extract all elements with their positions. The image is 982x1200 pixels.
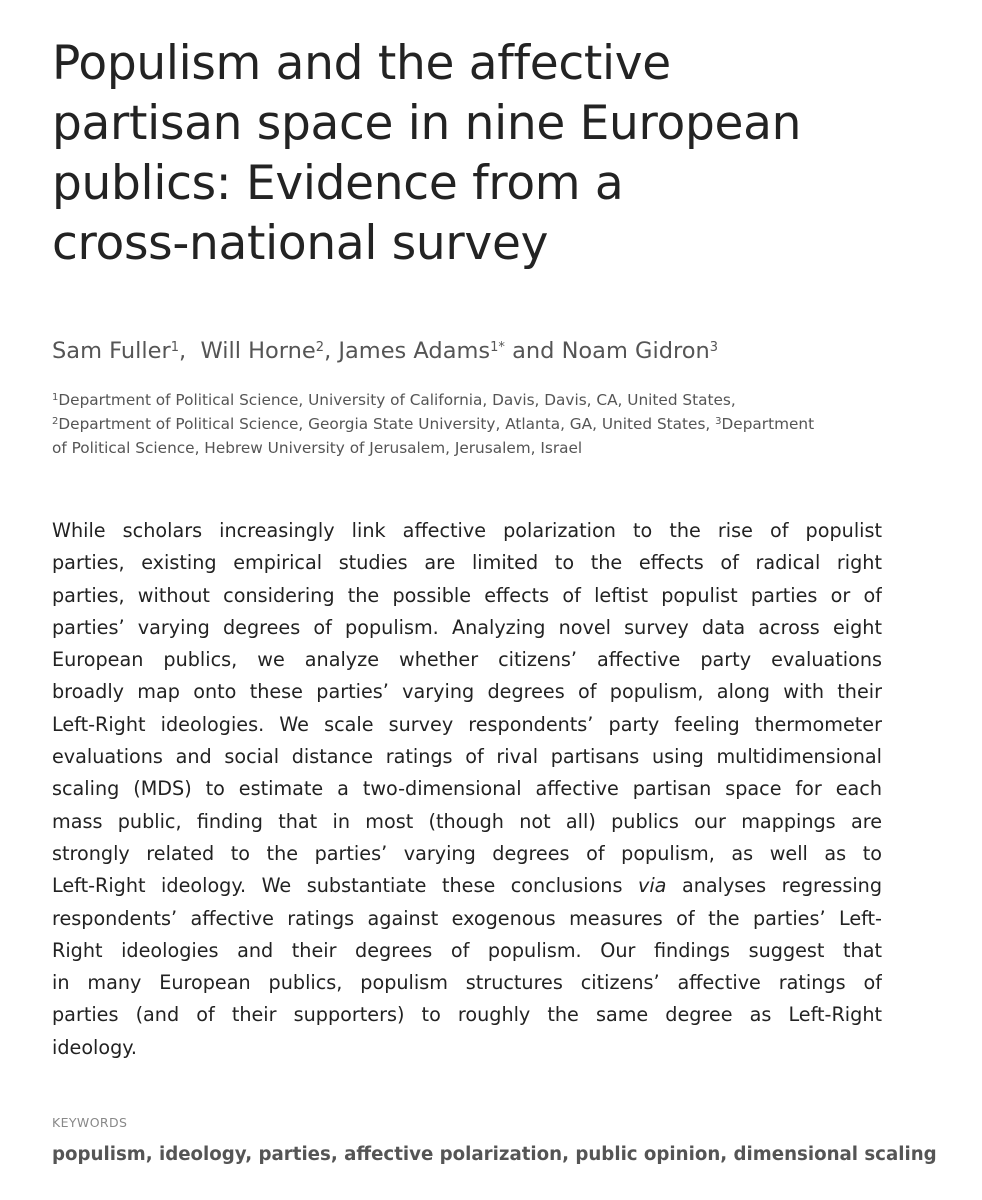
author-affiliation-marker: 1* (490, 340, 505, 355)
abstract-line: ideology. (52, 1035, 138, 1059)
author-affiliation-marker: 2 (315, 340, 325, 355)
title-line: cross-national survey (52, 216, 549, 271)
abstract-line: respondents’ affective ratings against exogenous measures of the parties’ Left- (52, 906, 882, 930)
abstract-line: European publics, we analyze whether citizens’ affective party evaluations (52, 648, 882, 672)
abstract-line: evaluations and social distance ratings of rival partisans using multidimensional (52, 745, 882, 769)
author-name[interactable]: Sam Fuller (52, 338, 171, 364)
keywords-list: populism, ideology, parties, affective polarization, public opinion, dimensional scaling (52, 1144, 937, 1165)
abstract-line: parties, without considering the possible effects of leftist populist parties or of (52, 583, 882, 607)
affiliation-marker: 2 (52, 416, 59, 427)
affiliation-marker: 3 (715, 416, 722, 427)
abstract-line: Right ideologies and their degrees of populism. Our findings suggest that (52, 938, 882, 962)
abstract-line: While scholars increasingly link affective polarization to the rise of populist (52, 519, 882, 542)
abstract-line: broadly map onto these parties’ varying degrees of populism, along with their (52, 680, 882, 704)
abstract-line: Left-Right ideologies. We scale survey respondents’ party feeling thermometer (52, 712, 882, 736)
abstract-line: in many European publics, populism structures citizens’ affective ratings of (52, 971, 882, 995)
author-name[interactable]: Noam Gidron (561, 338, 710, 364)
abstract-line: parties, existing empirical studies are limited to the effects of radical right (52, 551, 882, 575)
author-name[interactable]: James Adams (338, 338, 491, 364)
abstract-text: analyses regressing (666, 874, 882, 898)
affiliation-text: Department of Political Science, University of California, Davis, Davis, CA, United States, (58, 391, 736, 409)
affiliation-text: Department of Political Science, Georgia State University, Atlanta, GA, United States, (58, 415, 716, 433)
author-list (52, 336, 718, 366)
affiliation-line: of Political Science, Hebrew University of Jerusalem, Jerusalem, Israel (52, 439, 583, 457)
author-separator: and (504, 338, 562, 364)
author-separator: , (179, 338, 201, 364)
affiliation-text: Department (721, 415, 815, 433)
affiliation-line (52, 388, 884, 412)
author-separator: , (324, 338, 339, 364)
abstract-line: parties (and of their supporters) to roughly the same degree as Left-Right (52, 1003, 882, 1027)
article-title (52, 34, 884, 274)
title-line: Populism and the affective (52, 36, 671, 91)
abstract-line: scaling (MDS) to estimate a two-dimensional affective partisan space for each (52, 777, 882, 801)
author-affiliation-marker: 1 (170, 340, 179, 355)
author-name[interactable]: Will Horne (200, 338, 316, 364)
title-line: partisan space in nine European (52, 96, 802, 151)
affiliation-marker: 1 (52, 392, 59, 403)
abstract-line: mass public, finding that in most (though not all) publics our mappings are (52, 809, 882, 833)
title-line: publics: Evidence from a (52, 156, 624, 211)
abstract-line (52, 870, 882, 902)
abstract (52, 515, 882, 1064)
affiliations (52, 388, 884, 460)
affiliation-line (52, 412, 884, 436)
author-affiliation-marker: 3 (709, 340, 719, 355)
keywords-heading: KEYWORDS (52, 1115, 128, 1130)
abstract-line: parties’ varying degrees of populism. Analyzing novel survey data across eight (52, 615, 882, 639)
abstract-text: Left-Right ideology. We substantiate these conclusions (52, 874, 638, 898)
abstract-emphasis: via (637, 874, 667, 898)
abstract-line: strongly related to the parties’ varying degrees of populism, as well as to (52, 841, 882, 865)
